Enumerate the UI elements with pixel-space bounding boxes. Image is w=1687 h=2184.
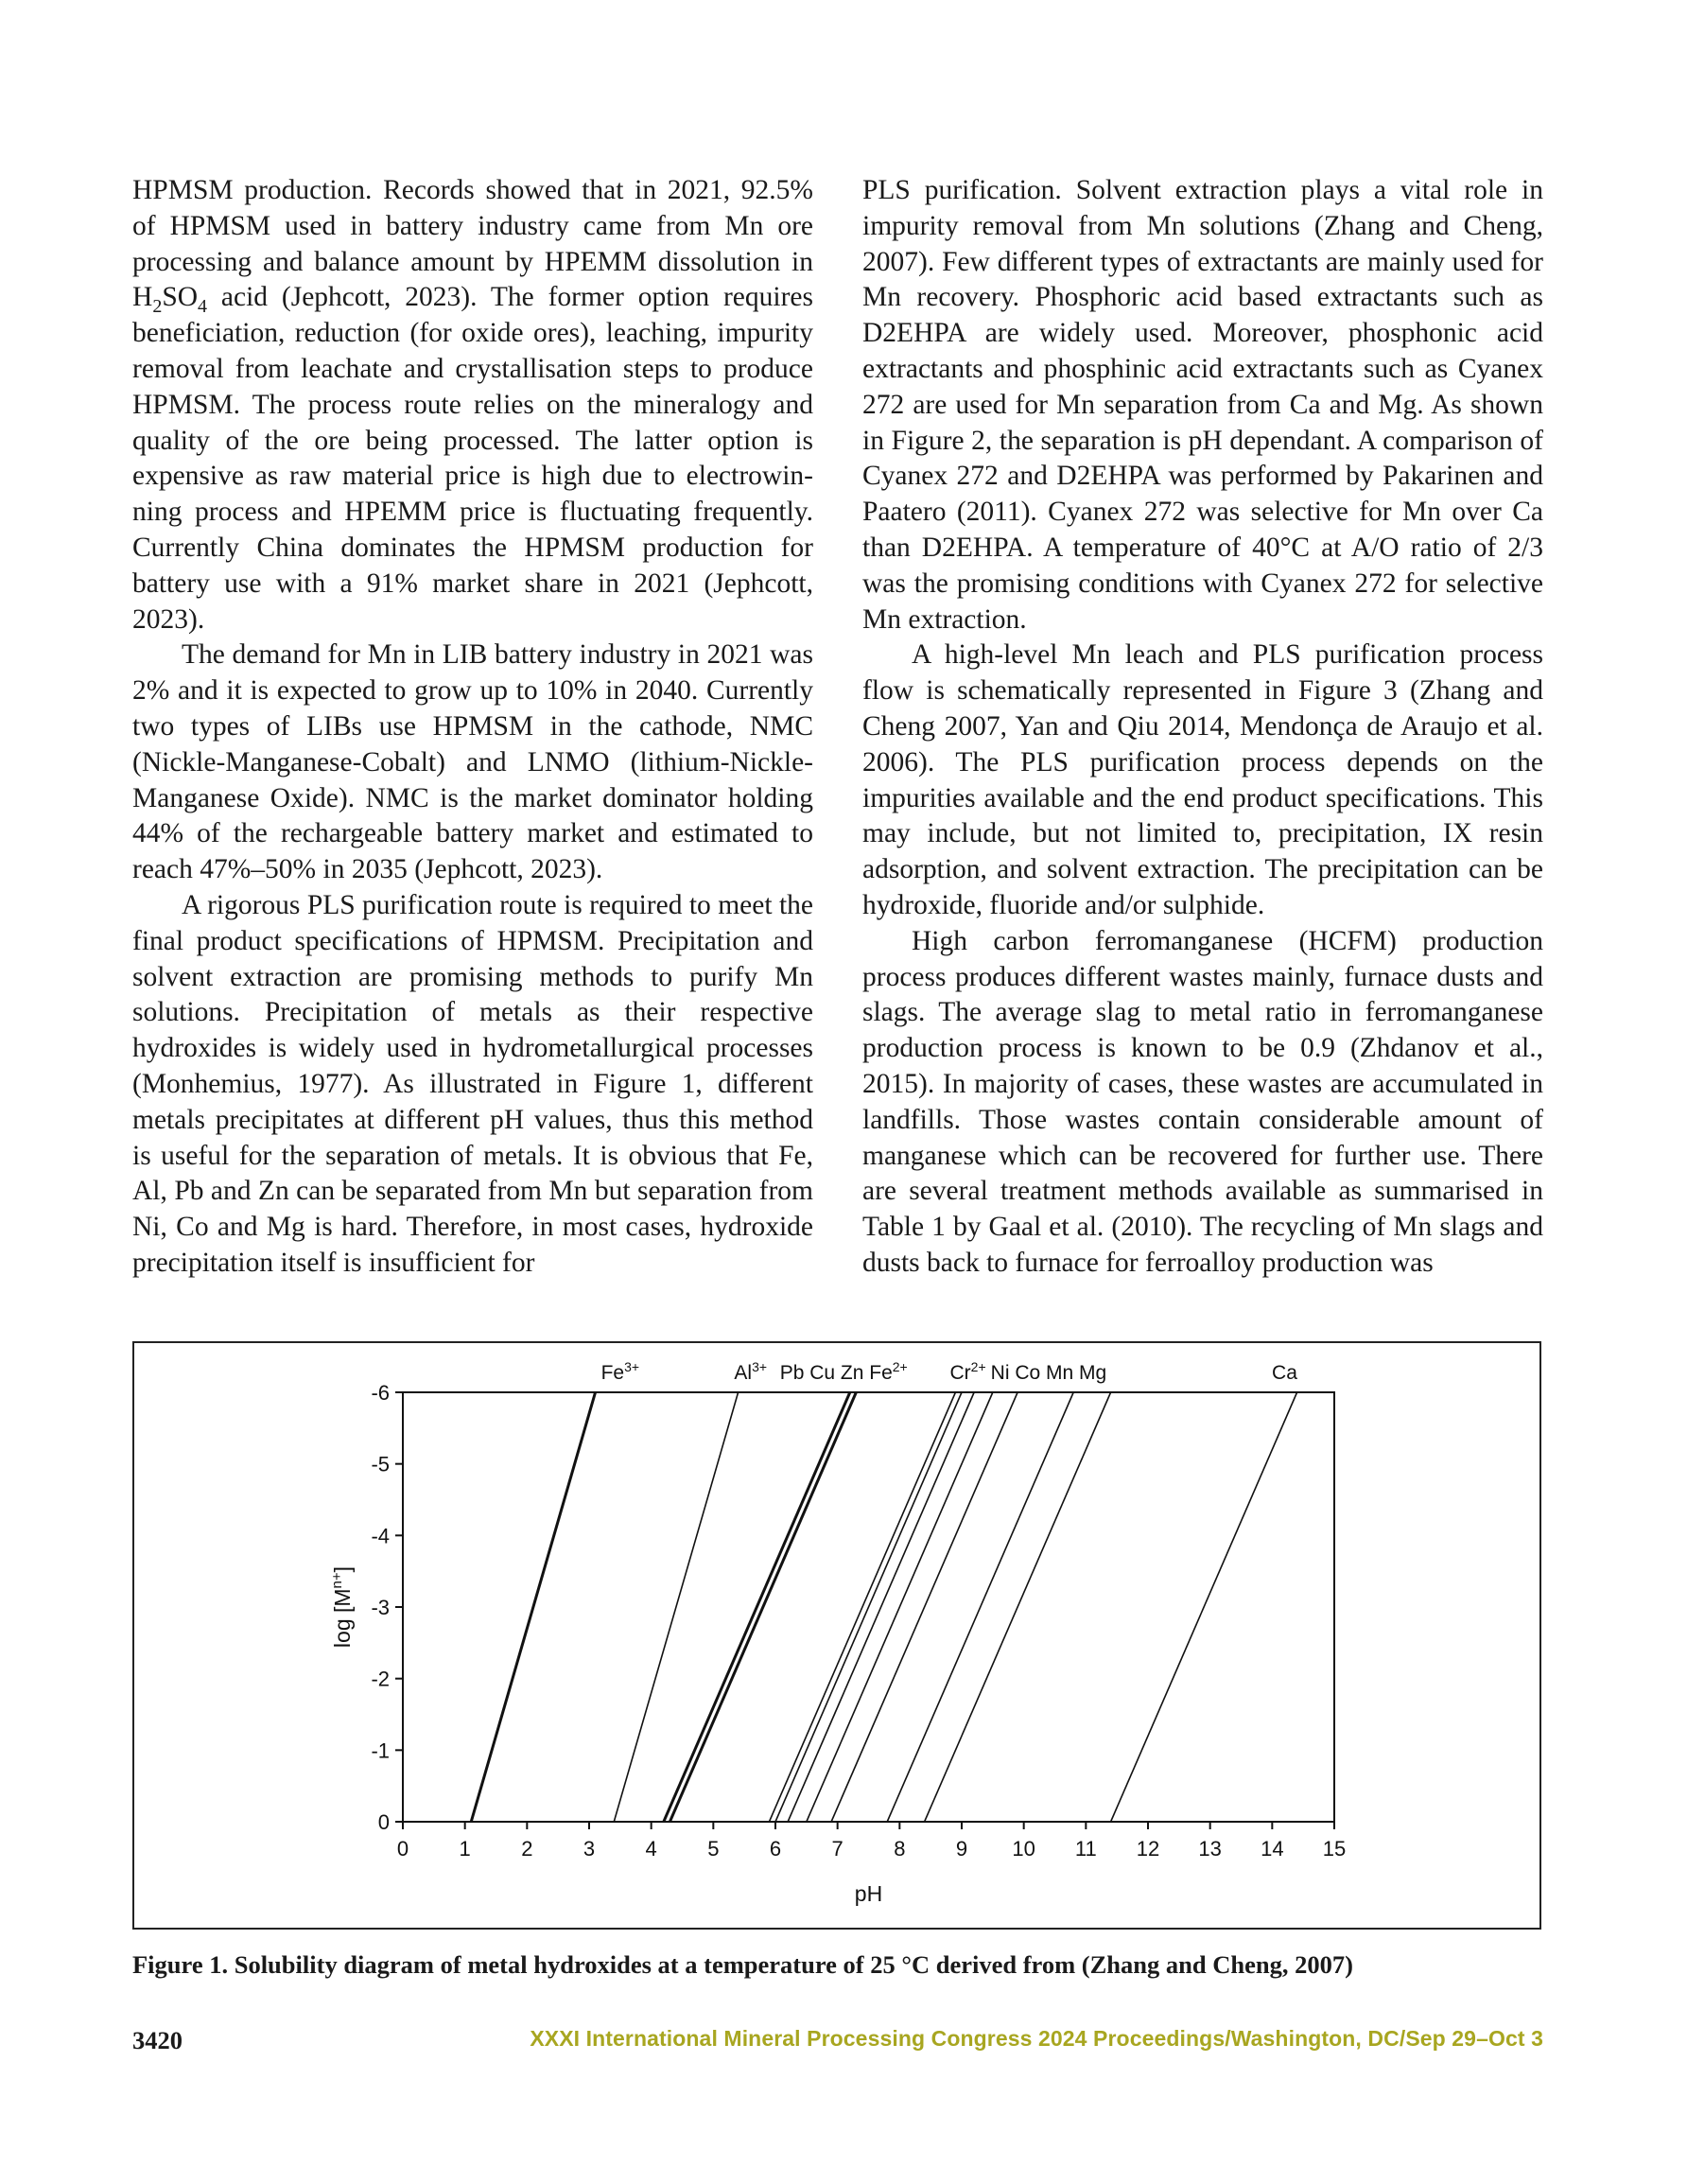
series-label: Pb Cu Zn $Fe^{2+}$ bbox=[779, 1359, 908, 1384]
paragraph: The demand for Mn in LIB battery industry in 2021 was 2% and it is expected to grow up to 10% in 2040. Currently two types of LIBs use HPMSM in the cathode, NMC (Nickle-Manganese-Cobalt) and LNMO (lithium-Nickle-Manganese Oxide). NMC is the market dominator holding 44% of the rechargeable battery market and estimated to reach 47%–50% in 2035 (Jephcott, 2023). bbox=[132, 639, 813, 885]
series-line-cu bbox=[670, 1392, 856, 1822]
series-label: $Fe^{3+}$ bbox=[600, 1359, 640, 1384]
x-tick-label: 6 bbox=[769, 1837, 782, 1861]
series-label: $Cr^{2+}$ bbox=[949, 1359, 986, 1384]
series-line-co bbox=[831, 1392, 1017, 1822]
page-number: 3420 bbox=[132, 2026, 183, 2054]
paragraph: A rigorous PLS purification route is required to meet the final product specifications of HPMSM. Precipitation and solvent extraction are promising methods to purify Mn solutions. Precipitation of metals as their respective hydroxides is widely used in hydrometallurgical processes (Monhemius, 1977). As illustrated in Figure 1, different metals precipitates at different pH values, thus this method is useful for the separation of metals. It is obvious that Fe, Al, Pb and Zn can be separated from Mn but separation from Ni, Co and Mg is hard. Therefore, in most cases, hydroxide precipitation itself is insufficient for bbox=[132, 889, 813, 1278]
series-line-mn bbox=[887, 1392, 1073, 1822]
x-tick-label: 9 bbox=[955, 1837, 968, 1861]
x-tick-label: 3 bbox=[583, 1837, 596, 1861]
series-line-ni bbox=[807, 1392, 993, 1822]
paragraph: A high-level Mn leach and PLS purification process flow is schematically represented in Figure 3 (Zhang and Cheng 2007, Yan and Qiu 2014, Mendonça de Araujo et al. 2006). The PLS purification process depends on the impurities available and the end product specifications. This may include, but not limited to, precipitation, IX resin adsorption, and solvent extraction. The precipitation can be hydroxide, fluoride and/or sulphide. bbox=[862, 639, 1543, 920]
x-tick-label: 12 bbox=[1136, 1837, 1160, 1861]
x-tick-label: 2 bbox=[521, 1837, 533, 1861]
x-axis-label: pH bbox=[854, 1881, 883, 1906]
y-tick-label: -1 bbox=[371, 1738, 390, 1763]
right-text-column bbox=[862, 173, 1543, 1282]
x-tick-label: 7 bbox=[831, 1837, 844, 1861]
y-tick-label: -4 bbox=[371, 1524, 390, 1548]
y-tick-label: 0 bbox=[377, 1810, 390, 1834]
figure-1 bbox=[132, 1341, 1541, 1930]
subscript: 2 bbox=[152, 296, 163, 318]
x-tick-label: 8 bbox=[894, 1837, 906, 1861]
series-line-zn bbox=[769, 1392, 955, 1822]
x-tick-label: 11 bbox=[1074, 1837, 1097, 1861]
y-tick-label: -3 bbox=[371, 1596, 390, 1619]
subscript: 4 bbox=[198, 296, 208, 318]
paragraph: HPMSM production. Records showed that in 2021, 92.5% of HPMSM used in battery industry came from Mn ore processing and balance amount by HPEMM dissolution in $H_2SO_4$ acid (Jephcott, 2023). The former option requires beneficiation, reduction (for oxide ores), leaching, impurity removal from leachate and crystallisation steps to produce HPMSM. The process route relies on the mineralogy and quality of the ore being processed. The latter option is expensive as raw material price is high due to electrowinning process and HPEMM price is fluctuating frequently. Currently China dominates the HPMSM production for battery use with a 91% market share in 2021 (Jephcott, 2023). bbox=[132, 175, 813, 635]
series-line-al-3plus bbox=[614, 1392, 738, 1822]
y-tick-label: -2 bbox=[371, 1667, 390, 1691]
series-label: Ca bbox=[1272, 1362, 1297, 1384]
x-tick-label: 0 bbox=[396, 1837, 409, 1861]
series-line-ca bbox=[1111, 1392, 1297, 1822]
series-label: $Al^{3+}$ bbox=[734, 1359, 768, 1384]
x-tick-label: 10 bbox=[1012, 1837, 1035, 1861]
x-tick-label: 1 bbox=[459, 1837, 471, 1861]
x-tick-label: 15 bbox=[1322, 1837, 1347, 1861]
y-axis-label: $\log [M^{n+}]$ bbox=[329, 1565, 355, 1649]
left-text-column bbox=[132, 173, 813, 1282]
series-line-pb bbox=[664, 1392, 850, 1822]
series-line-cr-2plus bbox=[788, 1392, 974, 1822]
series-line-mg bbox=[925, 1392, 1111, 1822]
y-tick-label: -5 bbox=[371, 1452, 390, 1476]
x-tick-label: 4 bbox=[645, 1837, 657, 1861]
x-tick-label: 13 bbox=[1198, 1837, 1222, 1861]
series-line-fe-3plus bbox=[471, 1392, 595, 1822]
series-label: Ni Co Mn Mg bbox=[990, 1362, 1107, 1384]
x-tick-label: 14 bbox=[1261, 1837, 1284, 1861]
y-tick-label: -6 bbox=[371, 1381, 390, 1405]
paragraph: High carbon ferromanganese (HCFM) production process produces different wastes mainly, furnace dusts and slags. The average slag to metal ratio in ferromanganese production process is known to be 0.9 (Zhdanov et al., 2015). In majority of cases, these wastes are accumulated in landfills. Those wastes contain considerable amount of manganese which can be recovered for further use. There are several treatment methods available as summarised in Table 1 by Gaal et al. (2010). The recycling of Mn slags and dusts back to furnace for ferroalloy production was bbox=[862, 925, 1543, 1278]
running-footer: XXXI International Mineral Processing Congress 2024 Proceedings/Washington, DC/Sep 29–Oct 3 bbox=[530, 2026, 1543, 2051]
paragraph: PLS purification. Solvent extraction plays a vital role in impurity removal from Mn solutions (Zhang and Cheng, 2007). Few different types of extractants are mainly used for Mn recovery. Phosphoric acid based extractants such as D2EHPA are widely used. Moreover, phosphonic acid extractants and phosphinic acid extractants such as Cyanex 272 are used for Mn separation from Ca and Mg. As shown in Figure 2, the separation is pH dependant. A comparison of Cyanex 272 and D2EHPA was performed by Pakarinen and Paatero (2011). Cyanex 272 was selective for Mn over Ca than D2EHPA. A temperature of 40°C at A/O ratio of 2/3 was the promising conditions with Cyanex 272 for selective Mn extraction. bbox=[862, 175, 1543, 635]
x-tick-label: 5 bbox=[707, 1837, 720, 1861]
figure-caption: Figure 1. Solubility diagram of metal hydroxides at a temperature of 25 °C derived from (Zhang and Cheng, 2007) bbox=[132, 1950, 1353, 1979]
series-line-fe-2plus bbox=[775, 1392, 962, 1822]
solubility-chart bbox=[134, 1343, 1539, 1928]
